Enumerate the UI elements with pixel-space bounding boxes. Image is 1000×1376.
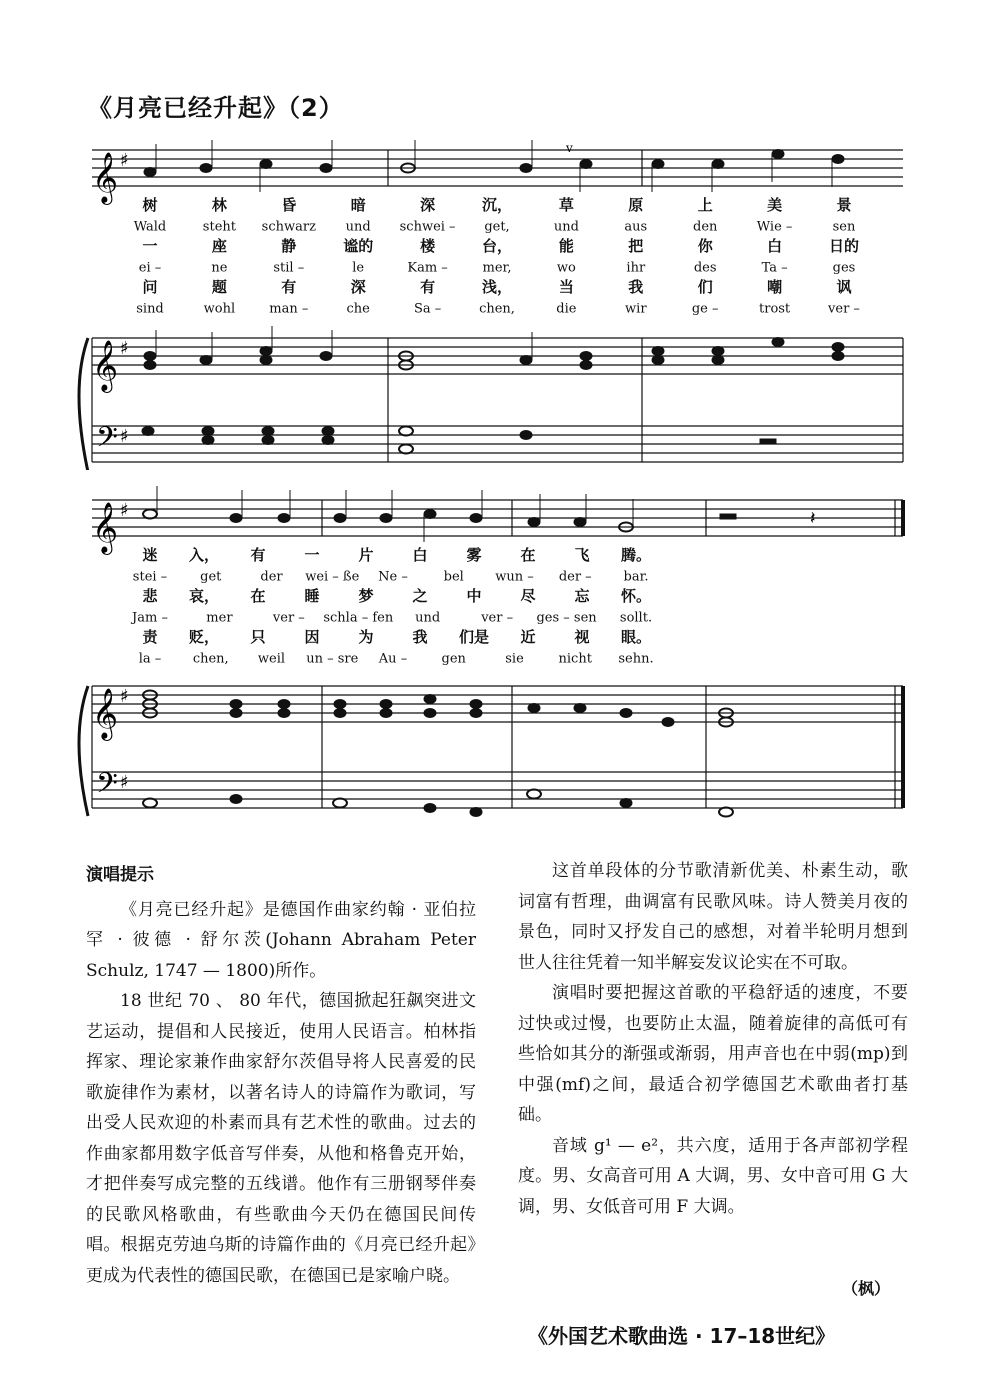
page-title: 《月亮已经升起》（2） [88, 94, 344, 122]
lyric-syllable-zh: 尽 [520, 587, 536, 605]
lyric-syllable-de: mer, [482, 260, 512, 276]
lyric-syllable-zh: 腾。 [620, 546, 652, 564]
treble-clef-icon: 𝄞 [92, 340, 119, 391]
lyric-syllable-de: wo [556, 260, 576, 276]
treble-clef-icon: 𝄞 [92, 502, 119, 553]
lyric-syllable-de: und [345, 219, 371, 235]
lyric-syllable-zh: 深 [420, 196, 436, 214]
lyric-syllable-zh: 在 [250, 587, 266, 605]
lyrics-block-1 [134, 196, 860, 317]
voice-notes [143, 486, 736, 542]
lyric-syllable-de: Jam – [132, 610, 168, 626]
lyric-syllable-de: weil [257, 651, 286, 667]
lyric-syllable-zh: 忘 [574, 587, 590, 605]
lyric-syllable-zh: 能 [558, 237, 574, 255]
lyric-syllable-zh: 原 [628, 196, 644, 214]
lyric-syllable-zh: 你 [697, 237, 713, 255]
piano-bass-staff [92, 338, 903, 462]
lyric-syllable-zh: 近 [520, 628, 536, 646]
lyric-syllable-zh: 怀。 [620, 587, 652, 605]
lyric-syllable-de: wohl [203, 301, 236, 317]
lyric-syllable-de: Wie – [756, 219, 793, 235]
lyric-syllable-de: chen, [192, 651, 229, 667]
lyric-syllable-zh: 沉， [481, 196, 513, 214]
lyric-syllable-zh: 雾 [466, 546, 482, 564]
lyric-syllable-de: sen [832, 219, 856, 235]
notes-paragraph: 18 世纪 70 、 80 年代，德国掀起狂飙突进文艺运动，提倡和人民接近，使用人民语言。柏林指挥家、理论家兼作曲家舒尔茨倡导将人民喜爱的民歌旋律作为素材，以著名诗人的诗篇作为歌词，写出受人民欢迎的朴素而具有艺术性的歌曲。过去的作曲家都用数字低音写伴奏，从他和格鲁克开始，才把伴奏写成完整的五线谱。他作有三册钢琴伴奏的民歌风格歌曲，有些歌曲今天仍在德国民间传唱。根据克劳迪乌斯的诗篇作曲的《月亮已经升起》更成为代表性的德国民歌，在德国已是家喻户晓。 [86, 991, 476, 1286]
lyric-syllable-de: schla – fen [323, 610, 394, 626]
key-signature-sharp-icon: ♯ [120, 686, 129, 707]
lyric-syllable-zh: 谧的 [343, 237, 374, 255]
piano-notes [143, 691, 733, 817]
lyric-syllable-de: le [352, 260, 365, 276]
book-title-footer: 《外国艺术歌曲选 · 17–18世纪》 [528, 1324, 836, 1348]
lyric-syllable-zh: 楼 [420, 237, 436, 255]
notes-right-column [518, 856, 908, 1222]
lyric-syllable-zh: 悲 [142, 587, 158, 605]
lyric-syllable-zh: 问 [142, 278, 158, 296]
lyric-syllable-de: Kam – [407, 260, 448, 276]
lyric-syllable-zh: 题 [211, 278, 227, 296]
lyric-syllable-de: ver – [828, 301, 860, 317]
lyric-syllable-zh: 讽 [836, 278, 852, 296]
rest-icon: 𝄽 [810, 508, 816, 529]
lyric-syllable-de: Au – [378, 651, 408, 667]
lyric-syllable-de: aus [624, 219, 648, 235]
lyric-syllable-zh: 们是 [458, 628, 490, 646]
lyric-syllable-de: den [693, 219, 718, 235]
lyric-syllable-de: get [200, 569, 222, 585]
lyric-syllable-de: ver – [272, 610, 305, 626]
lyric-syllable-zh: 我 [412, 628, 428, 646]
lyric-syllable-zh: 一 [304, 546, 320, 564]
lyric-syllable-de: ges [832, 260, 856, 276]
voice-staff [92, 500, 903, 536]
lyric-syllable-de: sollt. [619, 610, 653, 626]
lyric-syllable-zh: 片 [358, 546, 374, 564]
lyric-syllable-zh: 一 [142, 237, 158, 255]
lyric-syllable-de: ges – sen [536, 610, 597, 626]
lyric-syllable-zh: 把 [628, 237, 644, 255]
lyric-syllable-de: wei – ße [305, 569, 360, 585]
key-signature-sharp-icon: ♯ [120, 150, 129, 171]
lyric-syllable-de: gen [441, 651, 466, 667]
lyric-syllable-zh: 当 [558, 278, 574, 296]
lyric-syllable-de: Wald [133, 219, 167, 235]
notes-paragraph: 《月亮已经升起》是德国作曲家约翰 · 亚伯拉罕 · 彼德 · 舒尔茨(Johann Abraham Peter Schulz, 1747 — 1800)所作。 [86, 899, 476, 981]
lyric-syllable-de: bar. [623, 569, 649, 585]
lyric-syllable-zh: 浅， [481, 278, 513, 296]
lyric-syllable-zh: 美 [767, 196, 783, 214]
voice-notes [144, 140, 844, 192]
lyric-syllable-zh: 昏 [281, 196, 297, 214]
key-signature-sharp-icon: ♯ [120, 426, 129, 447]
lyric-syllable-zh: 我 [628, 278, 644, 296]
lyric-syllable-zh: 迷 [142, 546, 158, 564]
notes-paragraph: 音域 g¹ — e²，共六度，适用于各声部初学程度。男、女高音可用 A 大调，男、女中音可用 G 大调，男、女低音可用 F 大调。 [518, 1135, 908, 1217]
lyrics-block-2 [130, 546, 654, 667]
lyric-syllable-zh: 飞 [574, 546, 590, 564]
piano-treble-staff [92, 686, 903, 722]
lyric-syllable-zh: 睡 [304, 587, 320, 605]
lyric-syllable-zh: 之 [412, 587, 428, 605]
lyric-syllable-zh: 有 [250, 546, 266, 564]
lyric-syllable-de: un – sre [306, 651, 359, 667]
notes-paragraph: 演唱时要把握这首歌的平稳舒适的速度，不要过快或过慢，也要防止太温，随着旋律的高低可有些恰如其分的渐强或渐弱，用声音也在中弱(mp)到中强(mf)之间，最适合初学德国艺术歌曲者打基础。 [518, 983, 908, 1125]
lyric-syllable-de: ge – [691, 301, 719, 317]
brace-icon [79, 686, 88, 816]
lyric-syllable-de: bel [443, 569, 464, 585]
lyric-syllable-zh: 哀， [188, 587, 220, 605]
lyric-syllable-de: der [260, 569, 283, 585]
lyric-syllable-zh: 静 [281, 237, 297, 255]
lyric-syllable-de: der – [558, 569, 592, 585]
treble-clef-icon: 𝄞 [92, 152, 119, 203]
lyric-syllable-zh: 林 [211, 196, 227, 214]
lyric-syllable-de: chen, [479, 301, 515, 317]
lyric-syllable-zh: 景 [836, 196, 852, 214]
lyric-syllable-zh: 台， [481, 237, 513, 255]
lyric-syllable-zh: 日的 [828, 237, 860, 255]
lyric-syllable-de: Ta – [761, 260, 788, 276]
lyric-syllable-zh: 深 [350, 278, 366, 296]
lyric-syllable-de: ei – [138, 260, 162, 276]
lyric-syllable-zh: 责 [142, 628, 158, 646]
lyric-syllable-de: nicht [558, 651, 592, 667]
notes-left-column [86, 860, 476, 1291]
lyric-syllable-de: und [415, 610, 441, 626]
key-signature-sharp-icon: ♯ [120, 338, 129, 359]
bass-clef-icon: 𝄢 [96, 421, 118, 461]
lyric-syllable-zh: 中 [466, 587, 482, 605]
notes-paragraph: 这首单段体的分节歌清新优美、朴素生动，歌词富有哲理，曲调富有民歌风味。诗人赞美月夜的景色，同时又抒发自己的感想，对着半轮明月想到世人往往凭着一知半解妄发议论实在不可取。 [518, 861, 908, 973]
lyric-syllable-zh: 有 [420, 278, 436, 296]
lyric-syllable-de: stei – [132, 569, 168, 585]
lyric-syllable-de: ne [211, 260, 228, 276]
lyric-syllable-de: schwei – [399, 219, 456, 235]
lyric-syllable-de: sie [505, 651, 524, 667]
lyric-syllable-de: ihr [626, 260, 646, 276]
lyric-syllable-zh: 在 [520, 546, 536, 564]
lyric-syllable-de: und [553, 219, 579, 235]
lyric-syllable-zh: 白 [767, 237, 783, 255]
score-system-2 [0, 480, 1000, 830]
brace-icon [79, 338, 88, 470]
lyric-syllable-zh: 嘲 [767, 278, 783, 296]
lyric-syllable-zh: 入， [188, 546, 220, 564]
lyric-syllable-de: schwarz [261, 219, 316, 235]
lyric-syllable-de: des [693, 260, 717, 276]
lyric-syllable-zh: 们 [697, 278, 713, 296]
lyric-syllable-de: get, [484, 219, 510, 235]
lyric-syllable-zh: 贬， [188, 628, 220, 646]
lyric-syllable-zh: 白 [412, 546, 428, 564]
treble-clef-icon: 𝄞 [92, 688, 119, 739]
lyric-syllable-de: wun – [495, 569, 534, 585]
lyric-syllable-de: stil – [273, 260, 305, 276]
lyric-syllable-de: trost [759, 301, 791, 317]
accent-mark: v [566, 141, 573, 155]
notes-heading: 演唱提示 [86, 865, 154, 885]
piano-notes [142, 326, 844, 454]
lyric-syllable-zh: 草 [558, 196, 574, 214]
score-system-1 [0, 130, 1000, 470]
lyric-syllable-zh: 有 [281, 278, 297, 296]
lyric-syllable-de: Sa – [413, 301, 442, 317]
lyric-syllable-zh: 树 [142, 196, 158, 214]
lyric-syllable-zh: 上 [697, 196, 713, 214]
lyric-syllable-de: steht [202, 219, 236, 235]
lyric-syllable-de: wir [625, 301, 647, 317]
lyric-syllable-zh: 梦 [358, 587, 374, 605]
signature: （枫） [842, 1279, 891, 1298]
lyric-syllable-de: ver – [481, 610, 514, 626]
lyric-syllable-de: die [556, 301, 577, 317]
lyric-syllable-zh: 眼。 [620, 628, 652, 646]
lyric-syllable-zh: 视 [574, 628, 590, 646]
lyric-syllable-zh: 暗 [350, 196, 366, 214]
lyric-syllable-de: sind [136, 301, 164, 317]
lyric-syllable-de: che [346, 301, 370, 317]
lyric-syllable-zh: 因 [304, 628, 320, 646]
lyric-syllable-zh: 座 [211, 237, 227, 255]
lyric-syllable-zh: 只 [250, 628, 266, 646]
lyric-syllable-de: Ne – [378, 569, 408, 585]
key-signature-sharp-icon: ♯ [120, 500, 129, 521]
lyric-syllable-de: sehn. [618, 651, 654, 667]
key-signature-sharp-icon: ♯ [120, 772, 129, 793]
lyric-syllable-de: la – [138, 651, 162, 667]
lyric-syllable-zh: 为 [358, 628, 374, 646]
bass-clef-icon: 𝄢 [96, 767, 118, 807]
lyric-syllable-de: mer [206, 610, 233, 626]
lyric-syllable-de: man – [269, 301, 309, 317]
